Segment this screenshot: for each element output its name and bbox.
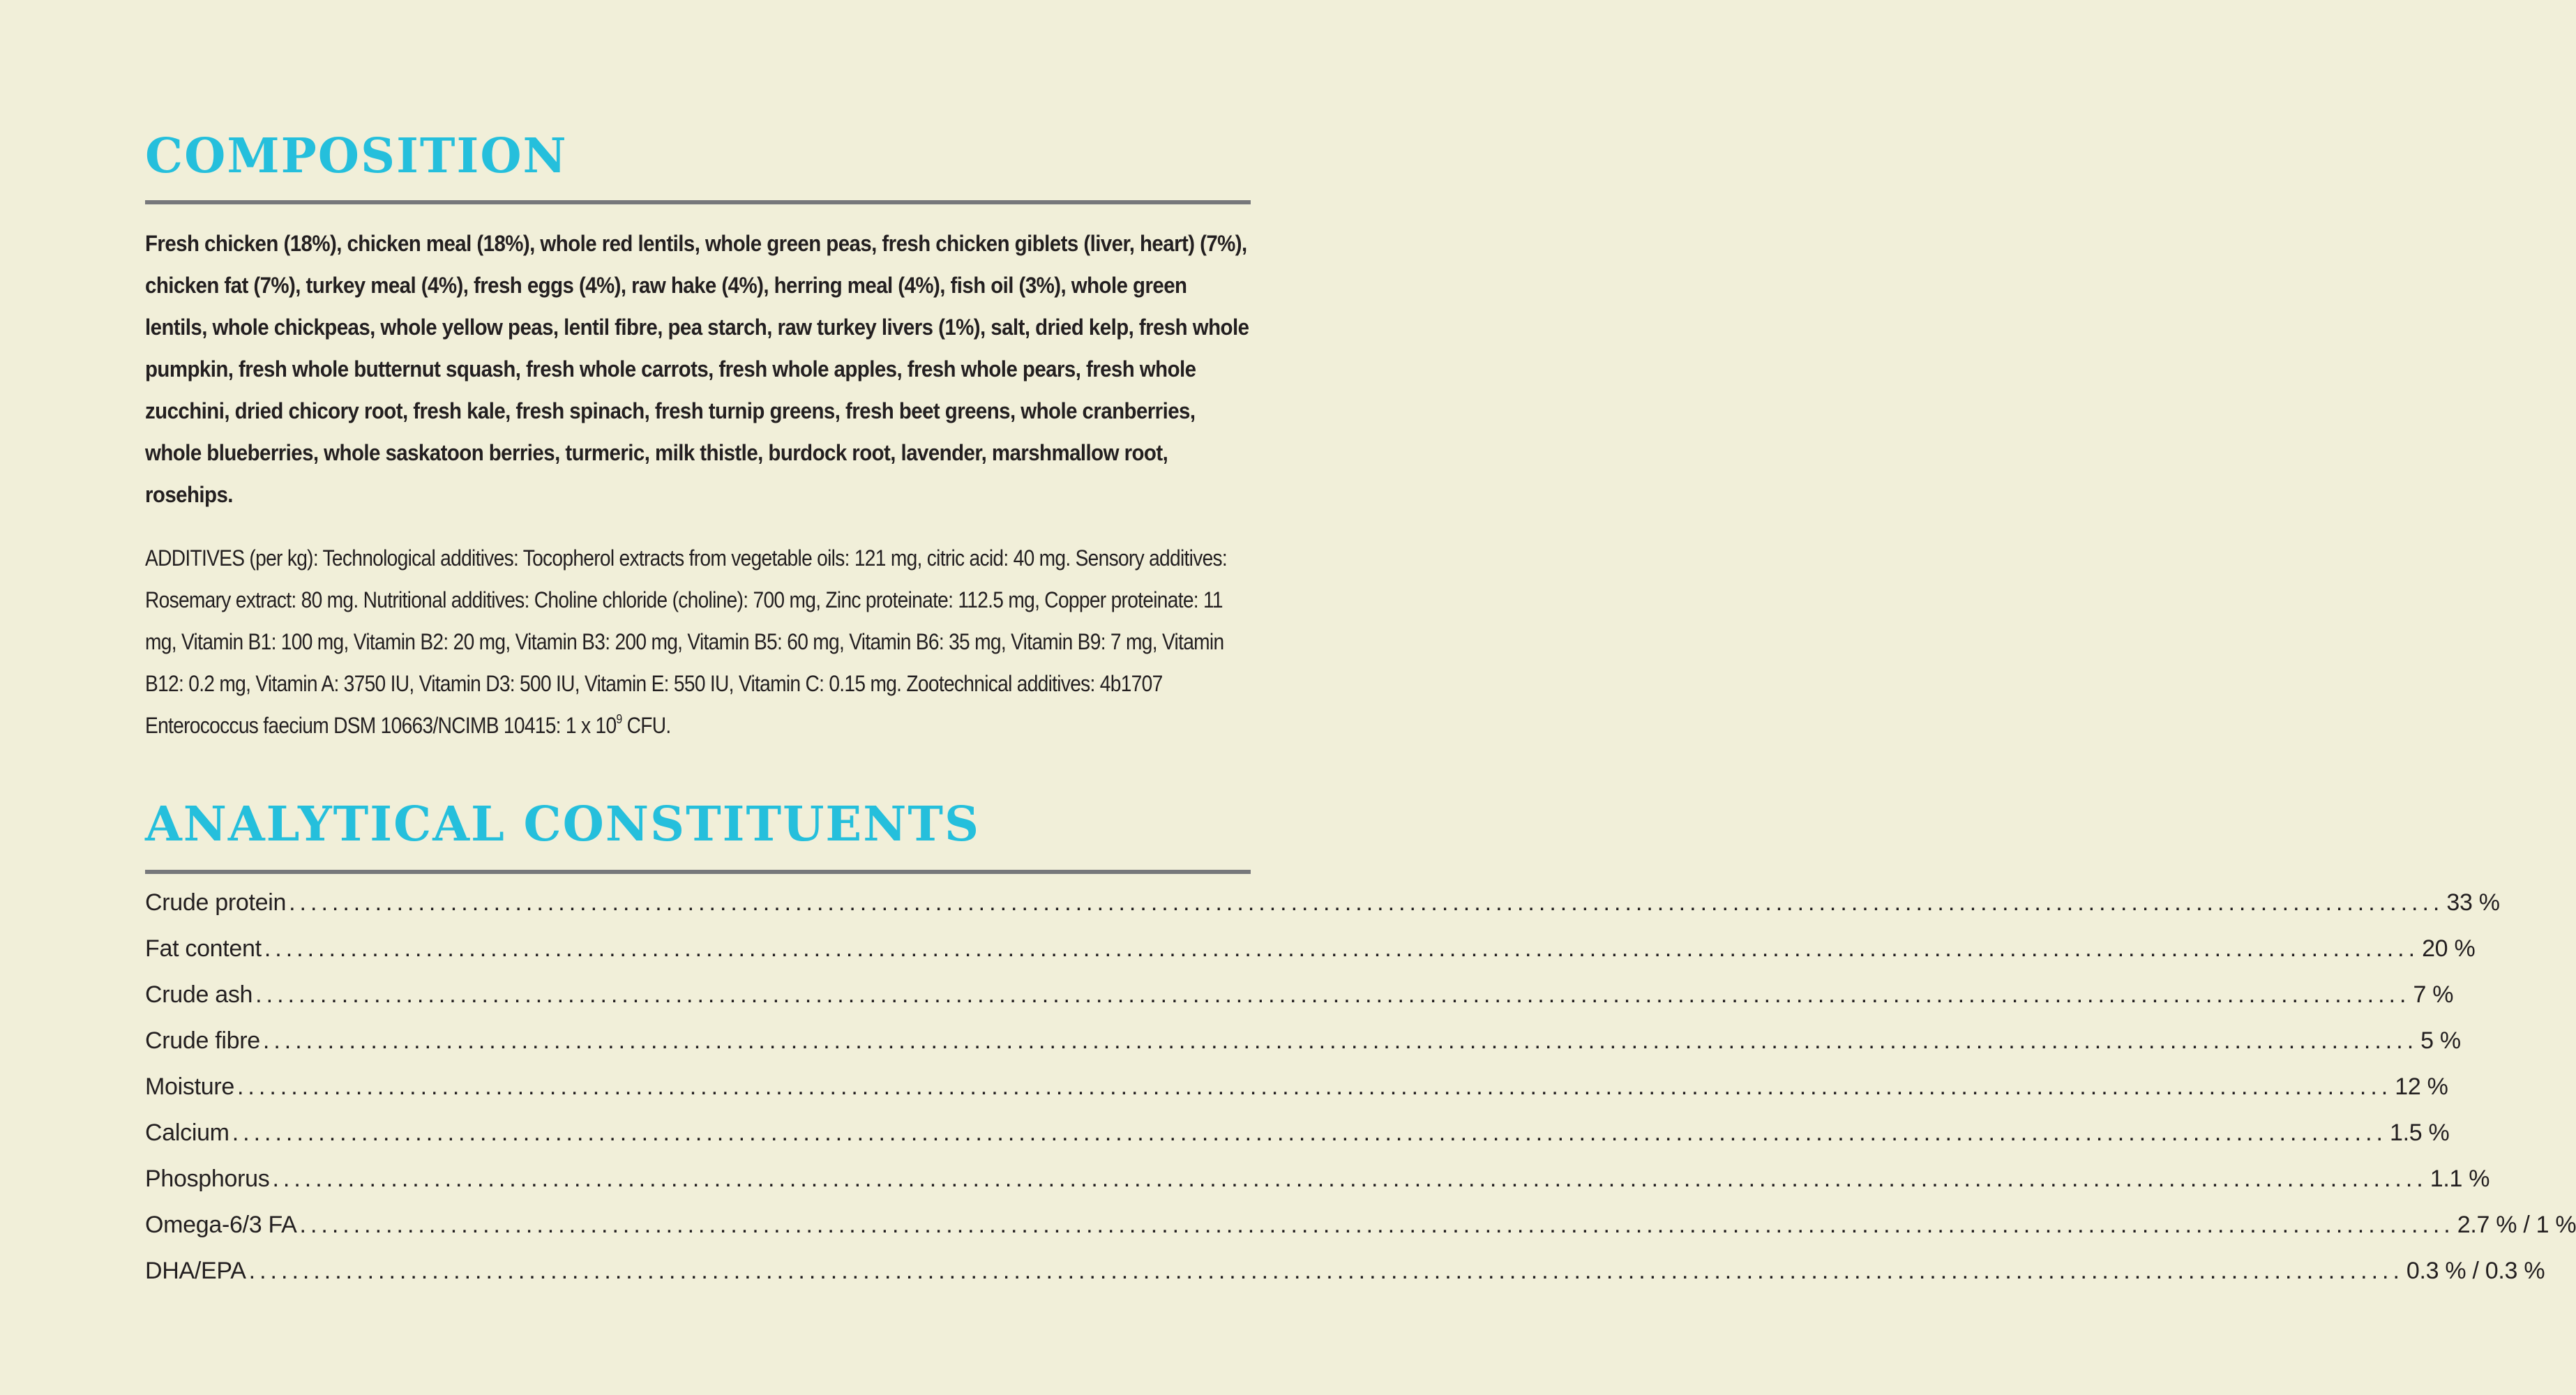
constituent-label: DHA/EPA xyxy=(145,1258,246,1284)
composition-section xyxy=(145,128,1251,738)
constituent-value: 2.7 % / 1 % xyxy=(2457,1212,2576,1238)
constituent-value: 5 % xyxy=(2420,1027,2461,1054)
dot-leader: ........................................................................................................................................................................................................ xyxy=(236,1073,2393,1100)
constituent-label: Moisture xyxy=(145,1073,234,1100)
constituent-row-phosphorus xyxy=(145,1166,2490,1212)
constituent-label: Fat content xyxy=(145,935,262,962)
dot-leader: ........................................................................................................................................................................................................ xyxy=(255,981,2411,1008)
constituent-label: Crude fibre xyxy=(145,1027,260,1054)
additives-exponent: 9 xyxy=(616,712,622,726)
constituent-value: 33 % xyxy=(2446,889,2500,916)
constituent-label: Crude ash xyxy=(145,981,253,1008)
dot-leader: ........................................................................................................................................................................................................ xyxy=(232,1119,2387,1146)
analytical-divider xyxy=(145,870,1251,874)
constituent-value: 1.1 % xyxy=(2430,1166,2490,1192)
constituent-row-calcium xyxy=(145,1119,2450,1166)
constituent-value: 12 % xyxy=(2395,1073,2448,1100)
analytical-heading: ANALYTICAL CONSTITUENTS xyxy=(145,797,981,852)
dot-leader: ........................................................................................................................................................................................................ xyxy=(272,1166,2427,1192)
constituent-label: Omega-6/3 FA xyxy=(145,1212,297,1238)
constituent-label: Phosphorus xyxy=(145,1166,270,1192)
constituent-label: Crude protein xyxy=(145,889,287,916)
constituent-value: 7 % xyxy=(2413,981,2454,1008)
composition-divider xyxy=(145,200,1251,204)
dot-leader: ........................................................................................................................................................................................................ xyxy=(289,889,2444,916)
analytical-section xyxy=(145,797,2576,1304)
ingredients-text: Fresh chicken (18%), chicken meal (18%), whole red lentils, whole green peas, fresh chicken giblets (liver, heart) (7%), chicken fat (7%), turkey meal (4%), fresh eggs (4%), raw hake (4%), herring meal (4%), fish oil (3%), whole green lentils, whole chickpeas, whole yellow peas, lentil fibre, pea starch, raw turkey livers (1%), salt, dried kelp, fresh whole pumpkin, fresh whole butternut squash, fresh whole carrots, fresh whole apples, fresh whole pears, fresh whole zucchini, dried chicory root, fresh kale, fresh spinach, fresh turnip greens, fresh beet greens, whole cranberries, whole blueberries, whole saskatoon berries, turmeric, milk thistle, burdock root, lavender, marshmallow root, rosehips. xyxy=(145,231,1249,507)
constituent-row-dha-epa xyxy=(145,1258,2545,1304)
dot-leader: ........................................................................................................................................................................................................ xyxy=(299,1212,2455,1238)
constituent-row-crude-protein xyxy=(145,889,2500,935)
dot-leader: ........................................................................................................................................................................................................ xyxy=(248,1258,2404,1284)
constituent-row-omega-fa xyxy=(145,1212,2576,1258)
constituent-value: 1.5 % xyxy=(2389,1119,2450,1146)
dot-leader: ........................................................................................................................................................................................................ xyxy=(262,1027,2418,1054)
constituent-label: Calcium xyxy=(145,1119,229,1146)
composition-heading: COMPOSITION xyxy=(145,128,568,184)
constituent-value: 0.3 % / 0.3 % xyxy=(2406,1258,2545,1284)
constituent-value: 20 % xyxy=(2422,935,2476,962)
constituent-row-crude-fibre xyxy=(145,1027,2461,1073)
dot-leader: ........................................................................................................................................................................................................ xyxy=(264,935,2420,962)
constituent-row-moisture xyxy=(145,1073,2448,1119)
constituent-row-fat-content xyxy=(145,935,2476,981)
additives-main: ADDITIVES (per kg): Technological additives: Tocopherol extracts from vegetable oils: 121 mg, citric acid: 40 mg. Sensory additives: Rosemary extract: 80 mg. Nutritional additives: Choline chloride (choline): 700 mg, Zinc proteinate: 112.5 mg, Copper proteinate: 11 mg, Vitamin B1: 100 mg, Vitamin B2: 20 mg, Vitamin B3: 200 mg, Vitamin B5: 60 mg, Vitamin B6: 35 mg, Vitamin B9: 7 mg, Vitamin B12: 0.2 mg, Vitamin A: 3750 IU, Vitamin D3: 500 IU, Vitamin E: 550 IU, Vitamin C: 0.15 mg. Zootechnical additives: 4b1707 Enterococcus faecium DSM 10663/NCIMB 10415: 1 x 10 xyxy=(145,545,1228,738)
constituents-list xyxy=(145,889,2576,1304)
additives-text xyxy=(145,537,1237,746)
additives-tail: CFU. xyxy=(622,713,671,738)
constituent-row-crude-ash xyxy=(145,981,2454,1027)
